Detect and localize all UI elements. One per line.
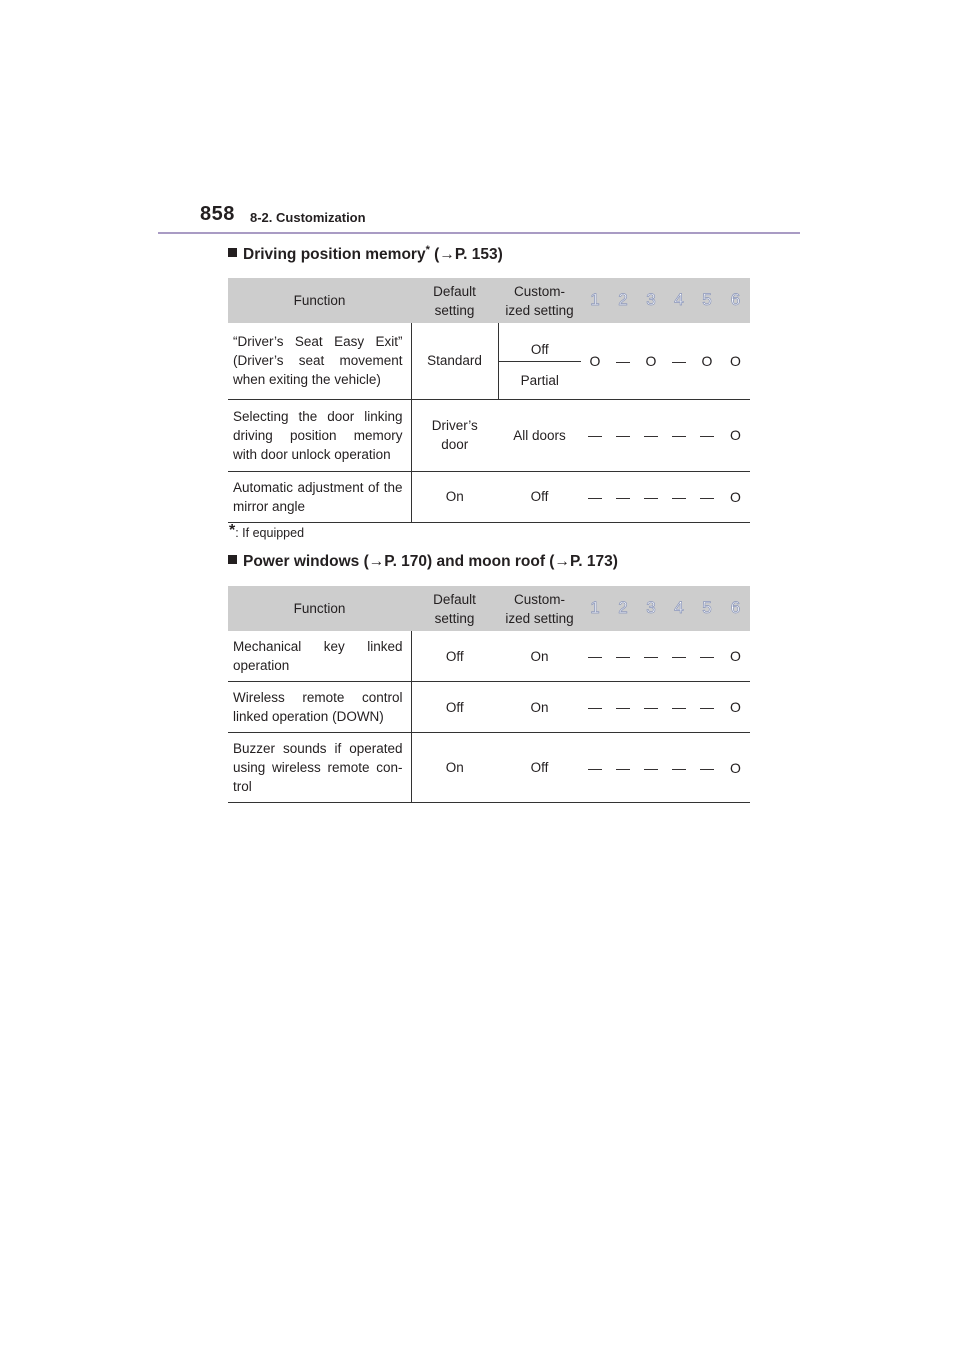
mark-cell: — — [665, 682, 693, 733]
function-cell: Wireless remote control linked operation (DOWN) — [228, 682, 411, 733]
custom-cell: On — [498, 682, 581, 733]
default-cell: On — [411, 471, 498, 522]
mark-cell: — — [693, 682, 721, 733]
mark-cell: — — [637, 471, 665, 522]
mark-cell: — — [665, 323, 693, 399]
mark-cell: — — [581, 631, 609, 682]
col-number-2: 2 — [609, 278, 637, 323]
col-function: Function — [228, 278, 411, 323]
function-cell: “Driver’s Seat Easy Exit” (Driver’s seat movement when exiting the vehicle) — [228, 323, 411, 399]
col-number-1: 1 — [581, 278, 609, 323]
mark-cell: O — [721, 471, 750, 522]
custom-cell: All doors — [498, 399, 581, 471]
customization-table-power-windows — [228, 586, 750, 803]
col-number-2: 2 — [609, 586, 637, 631]
mark-cell: — — [581, 733, 609, 803]
footnote-text: : If equipped — [235, 526, 305, 540]
mark-cell: — — [637, 631, 665, 682]
table-row — [228, 733, 750, 803]
mark-cell: — — [637, 733, 665, 803]
mark-cell: — — [609, 323, 637, 399]
mark-cell: — — [609, 399, 637, 471]
header-rule — [158, 232, 800, 234]
function-cell: Selecting the door linking driving position memory with door unlock operation — [228, 399, 411, 471]
square-bullet-icon — [228, 555, 237, 564]
custom-cell: Off — [498, 733, 581, 803]
mark-cell: — — [637, 682, 665, 733]
mark-cell: — — [665, 399, 693, 471]
mark-cell: — — [693, 399, 721, 471]
asterisk-marker: * — [425, 244, 430, 256]
mark-cell: — — [665, 733, 693, 803]
section-heading-power-windows — [228, 553, 618, 571]
mark-cell: — — [665, 471, 693, 522]
heading-title: Power windows (→P. 170) and moon roof (→P. 173) — [243, 553, 618, 570]
col-number-6: 6 — [721, 586, 750, 631]
mark-cell: — — [609, 471, 637, 522]
function-cell: Mechanical key linked operation — [228, 631, 411, 682]
mark-cell: O — [721, 399, 750, 471]
default-cell: Off — [411, 631, 498, 682]
col-custom: Custom-ized setting — [498, 278, 581, 323]
mark-cell: O — [721, 682, 750, 733]
default-cell: Off — [411, 682, 498, 733]
default-cell: Driver’s door — [411, 399, 498, 471]
col-number-5: 5 — [693, 586, 721, 631]
mark-cell: — — [609, 631, 637, 682]
col-number-4: 4 — [665, 278, 693, 323]
default-cell: Standard — [411, 323, 498, 399]
col-default: Default setting — [411, 278, 498, 323]
mark-cell: — — [581, 399, 609, 471]
table-header-row — [228, 278, 750, 323]
table-row — [228, 471, 750, 522]
col-number-3: 3 — [637, 278, 665, 323]
square-bullet-icon — [228, 248, 237, 257]
section-heading-driving-position — [228, 244, 503, 264]
col-custom: Custom-ized setting — [498, 586, 581, 631]
mark-cell: — — [609, 733, 637, 803]
mark-cell: — — [637, 399, 665, 471]
mark-cell: — — [693, 733, 721, 803]
custom-cell: Partial — [498, 361, 581, 399]
asterisk-marker: * — [229, 522, 236, 539]
mark-cell: — — [581, 471, 609, 522]
col-number-5: 5 — [693, 278, 721, 323]
table-row — [228, 682, 750, 733]
table-row — [228, 399, 750, 471]
table-header-row — [228, 586, 750, 631]
heading-title: Driving position memory — [243, 246, 426, 264]
col-number-3: 3 — [637, 586, 665, 631]
function-cell: Buzzer sounds if operated using wireless remote con-trol — [228, 733, 411, 803]
col-number-1: 1 — [581, 586, 609, 631]
table-row — [228, 323, 750, 361]
page-number: 858 — [200, 203, 235, 225]
custom-cell: Off — [498, 323, 581, 361]
footnote — [229, 522, 304, 540]
custom-cell: Off — [498, 471, 581, 522]
col-number-6: 6 — [721, 278, 750, 323]
mark-cell: — — [693, 631, 721, 682]
custom-cell: On — [498, 631, 581, 682]
col-number-4: 4 — [665, 586, 693, 631]
function-cell: Automatic adjustment of the mirror angle — [228, 471, 411, 522]
mark-cell: — — [665, 631, 693, 682]
heading-ref: (→P. 153) — [429, 246, 503, 264]
mark-cell: O — [581, 323, 609, 399]
table-row — [228, 631, 750, 682]
customization-table-driving-position — [228, 278, 750, 523]
mark-cell: — — [609, 682, 637, 733]
mark-cell: — — [581, 682, 609, 733]
mark-cell: O — [721, 631, 750, 682]
mark-cell: O — [693, 323, 721, 399]
default-cell: On — [411, 733, 498, 803]
section-label: 8-2. Customization — [250, 210, 366, 225]
col-function: Function — [228, 586, 411, 631]
mark-cell: O — [637, 323, 665, 399]
mark-cell: — — [693, 471, 721, 522]
mark-cell: O — [721, 733, 750, 803]
col-default: Default setting — [411, 586, 498, 631]
mark-cell: O — [721, 323, 750, 399]
